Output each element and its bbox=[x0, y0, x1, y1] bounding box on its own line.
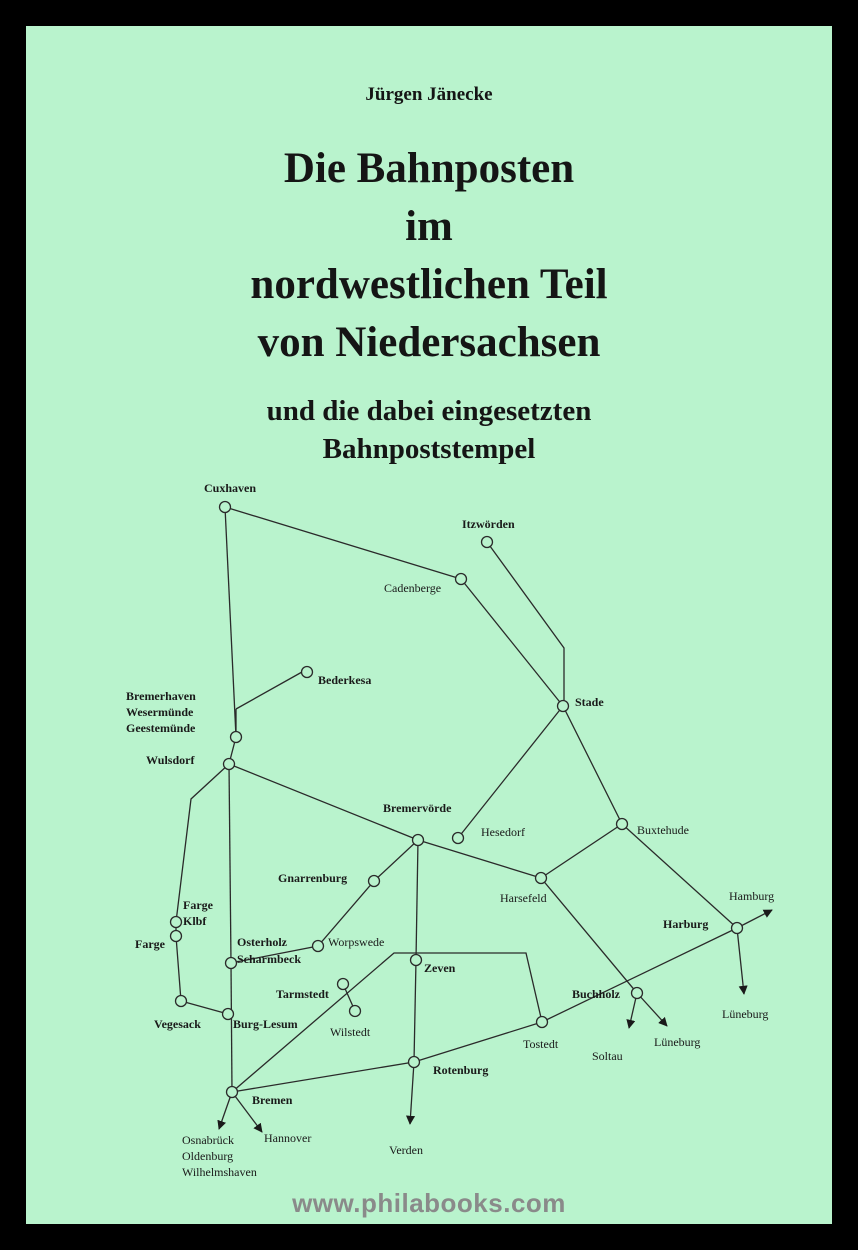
rail-line bbox=[410, 1062, 414, 1124]
station-marker bbox=[732, 923, 743, 934]
station-marker bbox=[411, 955, 422, 966]
station-label: Hesedorf bbox=[481, 825, 525, 839]
rail-line bbox=[232, 1062, 414, 1092]
title-line: im bbox=[405, 203, 453, 250]
station-marker bbox=[176, 996, 187, 1007]
station-marker bbox=[409, 1057, 420, 1068]
station-marker bbox=[171, 917, 182, 928]
station-label: Klbf bbox=[183, 914, 207, 928]
station-label: Lüneburg bbox=[722, 1007, 769, 1021]
station-label: Bremerhaven bbox=[126, 689, 196, 703]
rail-line bbox=[231, 881, 374, 963]
rail-line bbox=[414, 960, 416, 1062]
station-label: Vegesack bbox=[154, 1017, 201, 1031]
station-markers bbox=[171, 502, 743, 1098]
station-label: Scharmbeck bbox=[237, 952, 301, 966]
rail-line bbox=[229, 764, 541, 878]
station-label: Wulsdorf bbox=[146, 753, 195, 767]
rail-line bbox=[461, 579, 563, 706]
station-label: Osterholz bbox=[237, 935, 287, 949]
station-marker bbox=[558, 701, 569, 712]
station-marker bbox=[537, 1017, 548, 1028]
station-marker bbox=[632, 988, 643, 999]
subtitle-line: und die dabei eingesetzten bbox=[266, 395, 592, 427]
station-label: Stade bbox=[575, 695, 604, 709]
rail-line bbox=[231, 963, 232, 1092]
station-marker bbox=[226, 958, 237, 969]
station-label: Verden bbox=[389, 1143, 423, 1157]
rail-line bbox=[416, 840, 418, 960]
station-label: Buxtehude bbox=[637, 823, 689, 837]
station-label: Tostedt bbox=[523, 1037, 559, 1051]
station-label: Farge bbox=[135, 937, 165, 951]
station-marker bbox=[231, 732, 242, 743]
rail-line bbox=[374, 840, 418, 881]
book-cover bbox=[26, 26, 832, 1224]
rail-line bbox=[487, 542, 564, 706]
subtitle-line: Bahnpoststempel bbox=[322, 433, 536, 465]
station-label: Harsefeld bbox=[500, 891, 547, 905]
station-label: Cuxhaven bbox=[204, 481, 257, 495]
station-marker bbox=[456, 574, 467, 585]
rail-line bbox=[541, 878, 637, 993]
station-marker bbox=[224, 759, 235, 770]
station-marker bbox=[313, 941, 324, 952]
title-line: von Niedersachsen bbox=[257, 319, 601, 366]
station-label: Gnarrenburg bbox=[278, 871, 348, 885]
rail-line bbox=[637, 993, 667, 1026]
station-marker bbox=[453, 833, 464, 844]
station-label: Itzwörden bbox=[462, 517, 515, 531]
station-label: Tarmstedt bbox=[276, 987, 329, 1001]
author-name: Jürgen Jänecke bbox=[365, 84, 493, 105]
station-marker bbox=[369, 876, 380, 887]
rail-line bbox=[737, 928, 744, 994]
station-marker bbox=[227, 1087, 238, 1098]
station-label: Cadenberge bbox=[384, 581, 442, 595]
station-marker bbox=[223, 1009, 234, 1020]
station-label: Soltau bbox=[592, 1049, 623, 1063]
rail-line bbox=[225, 507, 236, 737]
station-label: Worpswede bbox=[328, 935, 385, 949]
station-marker bbox=[536, 873, 547, 884]
station-label: Oldenburg bbox=[182, 1149, 234, 1163]
station-label: Zeven bbox=[424, 961, 456, 975]
station-label: Hannover bbox=[264, 1131, 312, 1145]
station-label: Bremervörde bbox=[383, 801, 452, 815]
station-labels bbox=[126, 481, 774, 1179]
rail-line bbox=[622, 824, 737, 928]
station-label: Farge bbox=[183, 898, 213, 912]
station-label: Rotenburg bbox=[433, 1063, 489, 1077]
station-marker bbox=[171, 931, 182, 942]
station-label: Burg-Lesum bbox=[233, 1017, 298, 1031]
watermark-url: www.philabooks.com bbox=[292, 1188, 566, 1218]
railway-map bbox=[26, 26, 832, 1224]
station-label: Lüneburg bbox=[654, 1035, 701, 1049]
station-label: Hamburg bbox=[729, 889, 775, 903]
title-line: nordwestlichen Teil bbox=[250, 261, 608, 308]
title-line: Die Bahnposten bbox=[283, 145, 575, 192]
rail-line bbox=[542, 928, 737, 1022]
station-label: Bederkesa bbox=[318, 673, 372, 687]
station-label: Harburg bbox=[663, 917, 709, 931]
station-marker bbox=[350, 1006, 361, 1017]
rail-line bbox=[229, 764, 231, 963]
station-marker bbox=[338, 979, 349, 990]
station-label: Buchholz bbox=[572, 987, 621, 1001]
station-label: Bremen bbox=[252, 1093, 293, 1107]
station-marker bbox=[617, 819, 628, 830]
station-marker bbox=[482, 537, 493, 548]
station-marker bbox=[220, 502, 231, 513]
station-marker bbox=[302, 667, 313, 678]
station-label: Osnabrück bbox=[182, 1133, 234, 1147]
station-label: Wilstedt bbox=[330, 1025, 371, 1039]
station-label: Wesermünde bbox=[126, 705, 194, 719]
rail-line bbox=[236, 672, 302, 709]
rail-line bbox=[458, 706, 563, 838]
station-label: Geestemünde bbox=[126, 721, 196, 735]
rail-line bbox=[563, 706, 622, 824]
station-marker bbox=[413, 835, 424, 846]
rail-line bbox=[225, 507, 461, 579]
rail-line bbox=[541, 824, 622, 878]
station-label: Wilhelmshaven bbox=[182, 1165, 257, 1179]
